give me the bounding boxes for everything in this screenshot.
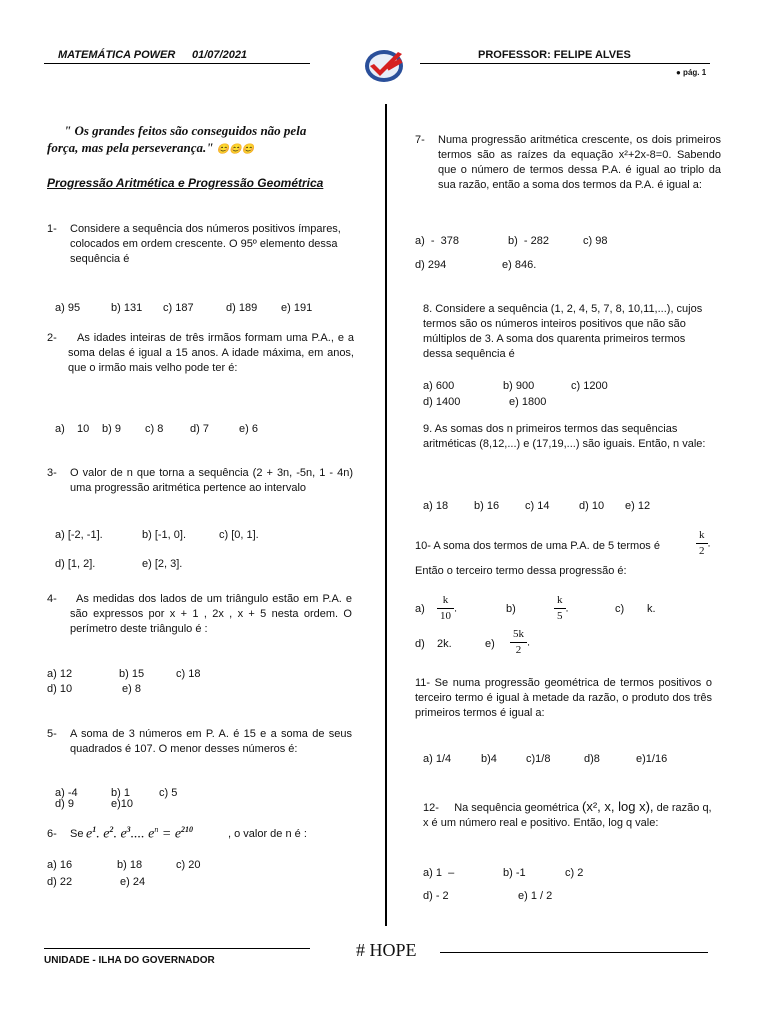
footer-line-right xyxy=(440,952,708,953)
quote xyxy=(47,122,384,158)
header-date: 01/07/2021 xyxy=(192,49,248,61)
column-divider xyxy=(385,104,387,926)
q10-frac-k2: $\frac{k}{2}$ . xyxy=(696,528,711,559)
quote-line2: força, mas pela perseverança." xyxy=(47,140,214,155)
q10-frac-5k2: $\frac{5k}{2}$ . xyxy=(510,627,530,658)
footer-line-left xyxy=(44,948,310,949)
q10-frac-k5: $\frac{k}{5}$ . xyxy=(554,593,569,624)
quote-line1: " Os grandes feitos são conseguidos não pela xyxy=(64,123,307,138)
header-line-right xyxy=(420,63,710,64)
quote-emoji: 😊😊😊 xyxy=(216,144,255,155)
section-title: Progressão Aritmética e Progressão Geométrica xyxy=(47,176,324,190)
footer-unit: UNIDADE - ILHA DO GOVERNADOR xyxy=(44,955,215,966)
header-line-left xyxy=(44,63,310,64)
logo-icon xyxy=(362,44,406,88)
q10-frac-k10: $\frac{k}{10}$ . xyxy=(437,593,457,624)
header-professor: PROFESSOR: FELIPE ALVES xyxy=(478,49,631,61)
page-number: ● pág. 1 xyxy=(676,68,707,77)
footer-hope: # HOPE xyxy=(356,940,417,960)
q6-formula: $e^1$. $e^2$. $e^3$.... $e^n = e^{210}$ xyxy=(86,825,194,842)
header-title: MATEMÁTICA POWER xyxy=(58,49,176,61)
